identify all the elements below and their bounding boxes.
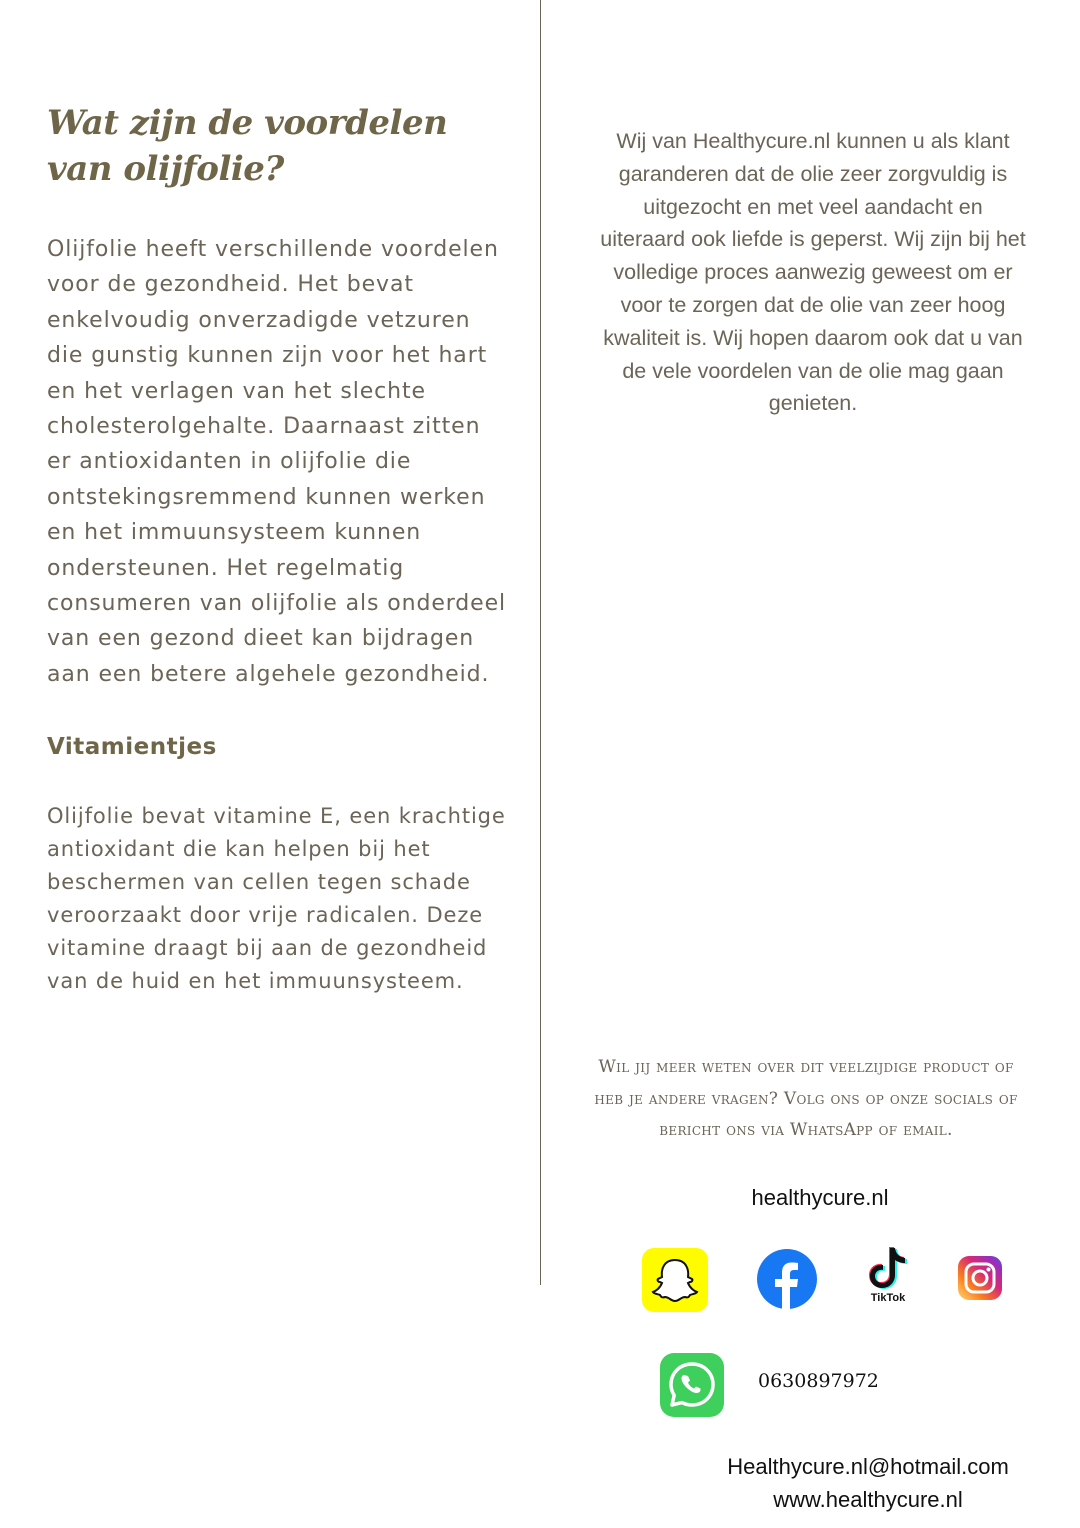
vitamins-heading: Vitamientjes: [47, 734, 217, 761]
facebook-icon[interactable]: [756, 1248, 818, 1310]
tiktok-icon[interactable]: [862, 1244, 914, 1306]
phone-number: 0630897972: [758, 1370, 879, 1392]
vitamins-paragraph: Olijfolie bevat vitamine E, een krachtige antioxidant die kan helpen bij het beschermen van cellen tegen schade veroorzaakt door vrije radicalen. Deze vitamine draagt bij aan de gezondheid van de huid en het immuunsysteem.: [47, 804, 506, 994]
column-divider: [540, 0, 541, 1285]
benefits-paragraph: Olijfolie heeft verschillende voordelen voor de gezondheid. Het bevat enkelvoudig onverzadigde vetzuren die gunstig kunnen zijn voor het hart en het verlagen van het slechte cholesterolgehalte. Daarnaast zitten er antioxidanten in olijfolie die ontstekingsremmend kunnen werken en het immuunsysteem kunnen ondersteunen. Het regelmatig consumeren van olijfolie als onderdeel van een gezond dieet kan bijdragen aan een betere algehele gezondheid.: [47, 237, 507, 687]
website-link[interactable]: www.healthycure.nl: [773, 1487, 963, 1512]
left-column: [47, 100, 507, 998]
page-title: [47, 100, 507, 192]
tiktok-label: TikTok: [870, 1292, 906, 1304]
title-line-2: van olijfolie?: [47, 149, 284, 189]
guarantee-paragraph: Wij van Healthycure.nl kunnen u als klant garanderen dat de olie zeer zorgvuldig is uitgezocht en met veel aandacht en uiteraard ook liefde is geperst. Wij zijn bij het volledige proces aanwezig geweest om er voor te zorgen dat de olie van zeer hoog kwaliteit is. Wij hopen daarom ook dat u van de vele voordelen van de olie mag gaan genieten.: [600, 129, 1026, 416]
contact-block: [700, 1450, 1036, 1516]
instagram-icon[interactable]: [957, 1255, 1003, 1301]
title-line-1: Wat zijn de voordelen: [47, 103, 448, 143]
contact-call-to-action: Wil jij meer weten over dit veelzijdige product of heb je andere vragen? Volg ons op onze socials of bericht ons via WhatsApp of email.: [594, 1057, 1018, 1140]
snapchat-icon[interactable]: [642, 1248, 708, 1312]
whatsapp-icon[interactable]: [660, 1353, 724, 1417]
site-name: healthycure.nl: [751, 1185, 889, 1210]
email-link[interactable]: Healthycure.nl@hotmail.com: [727, 1454, 1009, 1479]
